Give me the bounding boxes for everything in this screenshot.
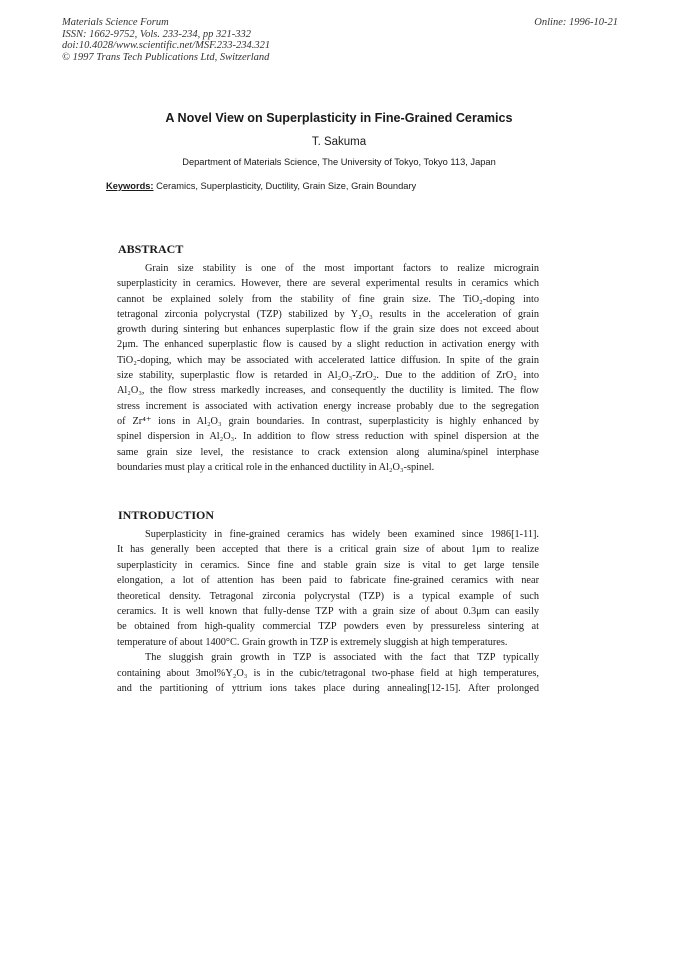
issn-line: ISSN: 1662-9752, Vols. 233-234, pp 321-332 — [62, 28, 251, 40]
intro-line: be obtained from high-quality commercial TZP powders even by pressureless sintering at — [117, 621, 539, 633]
intro-line: Superplasticity in fine-grained ceramics has widely been examined since 1986[1-11]. — [145, 529, 539, 540]
intro-line: superplasticity in ceramics. Since fine and stable grain size is vital to get large tensile — [117, 559, 539, 571]
abstract-line: 2μm. The enhanced superplastic flow is caused by a slight reduction in activation energy with — [117, 339, 539, 351]
introduction-body — [117, 527, 539, 696]
abstract-heading: ABSTRACT — [118, 242, 184, 256]
abstract-line: growth during sintering but enhances superplastic flow if the grain size does not exceed about — [117, 324, 539, 336]
doi-link[interactable]: doi:10.4028/www.scientific.net/MSF.233-234.321 — [62, 40, 271, 51]
abstract-line: Al₂O₃, the flow stress markedly increases, and consequently the ductility is limited. The flow — [117, 385, 539, 397]
abstract-body — [117, 261, 539, 475]
intro-line: ceramics. It is well known that fully-dense TZP with a grain size of about 0.3μm can easily — [117, 605, 539, 617]
intro-line: theoretical density. Tetragonal zirconia polycrystal (TZP) is a typical example of such — [117, 590, 539, 602]
keywords-line — [106, 181, 416, 191]
paper-title: A Novel View on Superplasticity in Fine-Grained Ceramics — [165, 111, 513, 125]
author-name: T. Sakuma — [311, 136, 367, 148]
intro-line: temperature of about 1400°C. Grain growth in TZP is extremely sluggish at high temperatures. — [117, 636, 508, 648]
abstract-line: tetragonal zirconia polycrystal (TZP) stabilized by Y₂O₃ results in the acceleration of grain — [117, 308, 539, 320]
affiliation: Department of Materials Science, The University of Tokyo, Tokyo 113, Japan — [182, 157, 496, 167]
abstract-line: boundaries must play a critical role in the enhanced ductility in Al₂O₃-spinel. — [117, 461, 435, 473]
online-date: Online: 1996-10-21 — [534, 17, 618, 28]
abstract-line: superplasticity in ceramics. However, there are several experimental results in ceramics which — [117, 278, 539, 290]
keywords-list: Ceramics, Superplasticity, Ductility, Grain Size, Grain Boundary — [156, 181, 417, 191]
abstract-line: same grain size level, the resistance to crack extension along alumina/spinel interphase — [117, 446, 539, 458]
journal-name: Materials Science Forum — [62, 17, 169, 28]
abstract-line: cannot be explained solely from the stability of fine grain size. The TiO₂-doping into — [117, 293, 539, 305]
intro-line: The sluggish grain growth in TZP is associated with the fact that TZP typically — [145, 652, 539, 664]
intro-line: It has generally been accepted that there is a critical grain size of about 1μm to realize — [117, 544, 539, 556]
abstract-line: Grain size stability is one of the most important factors to realize micrograin — [145, 263, 539, 274]
abstract-line: spinel dispersion in Al₂O₃. In addition to flow stress reduction with spinel dispersion at the — [117, 431, 539, 443]
keywords-label: Keywords: — [106, 181, 154, 191]
introduction-heading: INTRODUCTION — [118, 508, 215, 522]
intro-line: and the partitioning of yttrium ions takes place during annealing[12-15]. After prolonged — [117, 682, 539, 694]
abstract-line: stress increment is associated with activation energy increase probably due to the segregation — [117, 400, 539, 412]
journal-header — [62, 17, 270, 63]
abstract-line: of Zr⁴⁺ ions in Al₂O₃ grain boundaries. In contrast, superplasticity is highly enhanced by — [117, 415, 539, 427]
abstract-line: size stability, superplastic flow is retarded in Al₂O₃-ZrO₂. Due to the addition of ZrO₂ into — [117, 370, 539, 382]
intro-line: elongation, a lot of attention has been paid to fabricate fine-grained ceramics with near — [117, 575, 539, 587]
abstract-line: TiO₂-doping, which may be associated with accelerated lattice diffusion. In spite of the grain — [117, 354, 539, 366]
intro-line: containing about 3mol%Y₂O₃ is in the cubic/tetragonal two-phase field at high temperatures, — [117, 667, 539, 679]
copyright-line: © 1997 Trans Tech Publications Ltd, Switzerland — [62, 51, 270, 63]
